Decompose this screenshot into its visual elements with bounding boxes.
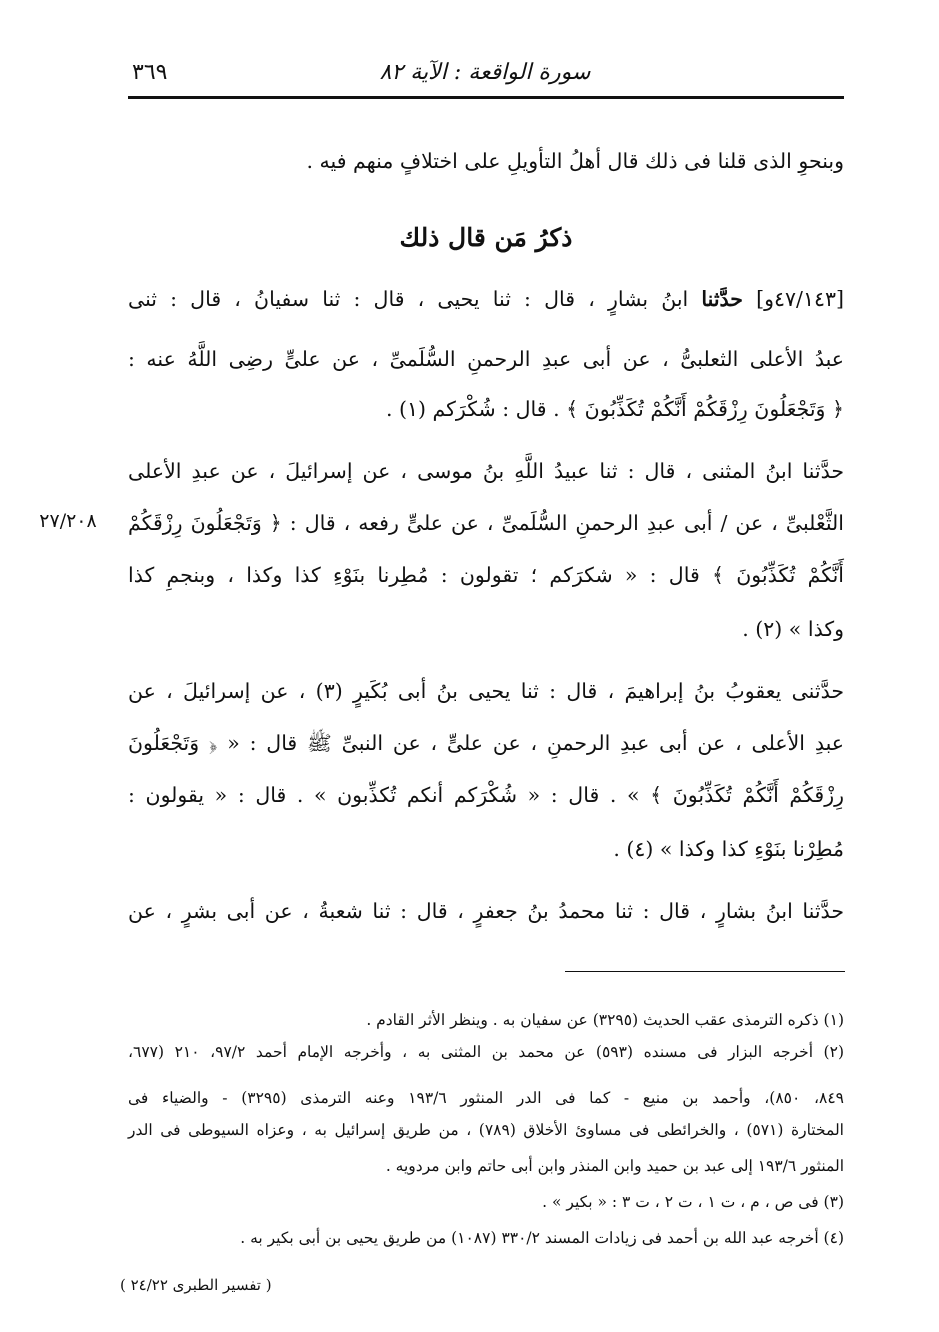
footnote-1: (١) ذكره الترمذى عقب الحديث (٣٢٩٥) عن سفيان به . وينظر الأثر القادم . xyxy=(366,1011,844,1029)
paragraph-1-line-2: عبدُ الأعلى الثعلبىُّ ، عن أبى عبدِ الرحمنِ السُّلَمىِّ ، عن علىٍّ رضِى اللَّهُ عنه : xyxy=(128,347,844,371)
footnote-2-line-3: المختارة (٥٧١) ، والخرائطى فى مساوئ الأخلاق (٧٨٩) ، من طريق إسرائيل به ، وعزاه السيوطى فى الدر xyxy=(128,1121,844,1139)
footnote-3: (٣) فى ص ، م ، ت ١ ، ت ٢ ، ت ٣ : « بكير » . xyxy=(542,1193,844,1211)
paragraph-4-line-1: حدَّثنا ابنُ بشارٍ ، قال : ثنا محمدُ بنُ جعفرٍ ، قال : ثنا شعبةُ ، عن أبى بشرٍ ، عن xyxy=(128,899,844,923)
paragraph-1-line-3: ﴿ وَتَجْعَلُونَ رِزْقَكُمْ أَنَّكُمْ تُكَذِّبُونَ ﴾ . قال : شُكْرَكم (١) . xyxy=(385,397,844,421)
paragraph-3-line-4: مُطِرْنا بنَوْءِ كذا وكذا » (٤) . xyxy=(613,837,844,861)
footnote-rule xyxy=(565,971,845,972)
section-heading: ذكرُ مَن قال ذلك xyxy=(399,223,573,252)
intro-line: وبنحوِ الذى قلنا فى ذلك قال أهلُ التأويلِ على اختلافٍ منهم فيه . xyxy=(306,149,844,173)
paragraph-3-line-1: حدَّثنى يعقوبُ بنُ إبراهيمَ ، قال : ثنا يحيى بنُ أبى بُكَيرٍ (٣) ، عن إسرائيلَ ، عن xyxy=(128,679,844,703)
footnote-2-line-1: (٢) أخرجه البزار فى مسنده (٥٩٣) عن محمد بن المثنى به ، وأخرجه الإمام أحمد ٩٧/٢، ٢١٠ (٦٧٧، xyxy=(128,1043,844,1061)
lead-word: حدَّثنا xyxy=(701,287,743,311)
margin-reference: ٢٧/٢٠٨ xyxy=(39,510,97,532)
running-header-title: سورة الواقعة : الآية ٨٢ xyxy=(379,60,591,85)
signature-mark: ( تفسير الطبرى ٢٤/٢٢ ) xyxy=(120,1276,272,1294)
paragraph-3-line-3: رِزْقَكُمْ أَنَّكُمْ تُكَذِّبُونَ ﴾ » . قال : « شُكْرَكم أنكم تُكذِّبون » . قال : « يقولون : xyxy=(128,783,844,807)
paragraph-2-line-1: حدَّثنا ابنُ المثنى ، قال : ثنا عبيدُ اللَّهِ بنُ موسى ، عن إسرائيلَ ، عن عبدِ الأعلى xyxy=(128,459,844,483)
footnote-2-line-2: ٨٤٩، ٨٥٠)، وأحمد بن منيع - كما فى الدر المنثور ١٩٣/٦ وعنه الترمذى (٣٢٩٥) - والضياء فى xyxy=(128,1089,844,1107)
paragraph-2-line-2: الثَّعْلبىِّ ، عن / أبى عبدِ الرحمنِ السُّلَمىِّ ، عن علىٍّ رفعه ، قال : ﴿ وَتَجْعَلُونَ رِزْقَكُمْ xyxy=(128,511,844,535)
paragraph-2-line-4: وكذا » (٢) . xyxy=(742,617,844,641)
footnote-4: (٤) أخرجه عبد الله بن أحمد فى زيادات المسند ٣٣٠/٢ (١٠٨٧) من طريق يحيى بن أبى بكير به . xyxy=(240,1229,844,1247)
paragraph-1-line-1: [٤٧/١٤٣و] حدَّثنا ابنُ بشارٍ ، قال : ثنا يحيى ، قال : ثنا سفيانُ ، قال : ثنى xyxy=(128,287,844,311)
footnote-2-line-4: المنثور ١٩٣/٦ إلى عبد بن حميد وابن المنذر وابن أبى حاتم وابن مردويه . xyxy=(385,1157,844,1175)
page-number: ٣٦٩ xyxy=(132,60,168,85)
header-rule xyxy=(128,96,844,99)
paragraph-2-line-3: أَنَّكُمْ تُكَذِّبُونَ ﴾ قال : « شكرَكم ؛ تقولون : مُطِرنا بنَوْءِ كذا وكذا ، وبنجمِ كذا xyxy=(128,563,844,587)
paragraph-3-line-2: عبدِ الأعلى ، عن أبى عبدِ الرحمنِ ، عن علىٍّ ، عن النبىِّ ﷺ قال : « ﴿ وَتَجْعَلُونَ xyxy=(128,731,844,755)
